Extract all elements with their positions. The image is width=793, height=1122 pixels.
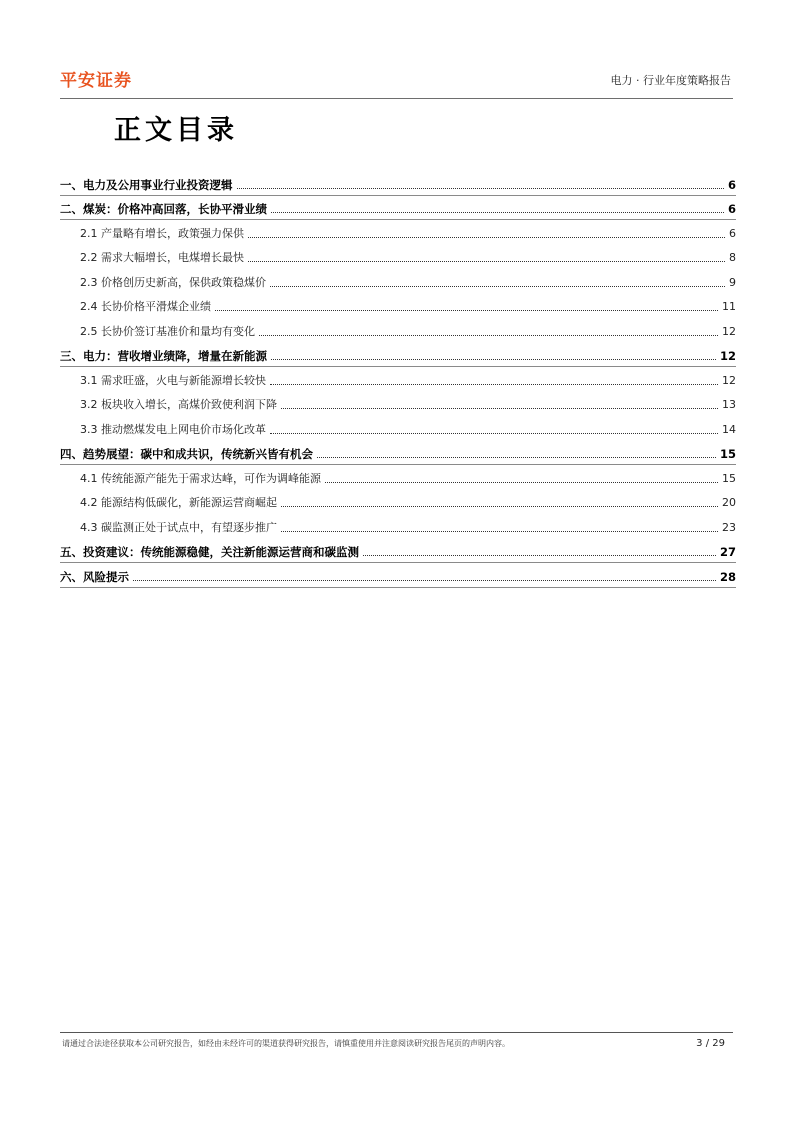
toc-entry-title: 四、趋势展望：碳中和成共识，传统新兴皆有机会 [60, 447, 313, 461]
dot-leader [270, 432, 718, 434]
toc-entry-page: 28 [719, 569, 736, 584]
dot-leader [248, 236, 725, 238]
toc-section-entry[interactable] [60, 461, 736, 486]
toc-entry-page: 6 [727, 177, 736, 192]
toc-chapter-entry[interactable] [60, 559, 736, 584]
dot-leader [271, 358, 716, 360]
dot-leader [281, 407, 718, 409]
toc-entry-page: 13 [722, 398, 736, 411]
dot-leader [270, 383, 718, 385]
toc-section-entry[interactable] [60, 216, 736, 241]
toc-chapter-entry[interactable] [60, 437, 736, 462]
toc-entry-page: 23 [722, 520, 736, 534]
toc-entry-title: 2.2 需求大幅增长，电煤增长最快 [80, 251, 244, 264]
dot-leader [248, 260, 725, 262]
page-header [60, 64, 733, 99]
toc-section-entry[interactable] [60, 388, 736, 413]
toc-entry-page: 9 [729, 275, 736, 289]
toc-entry-title: 3.2 板块收入增长，高煤价致使利润下降 [80, 398, 277, 411]
toc-entry-title: 4.2 能源结构低碳化，新能源运营商崛起 [80, 496, 277, 509]
toc-entry-page: 12 [722, 324, 736, 338]
dot-leader [270, 285, 725, 287]
dot-leader [281, 505, 718, 507]
toc-entry-title: 2.4 长协价格平滑煤企业绩 [80, 300, 211, 313]
footer-disclaimer: 请通过合法途径获取本公司研究报告，如经由未经许可的渠道获得研究报告，请慎重使用并注意阅读研究报告尾页的声明内容。 [62, 1039, 510, 1048]
toc-entry-page: 15 [722, 471, 736, 485]
dot-leader [271, 211, 724, 213]
toc-entry-page: 15 [719, 447, 736, 461]
page-title: 正文目录 [114, 115, 238, 146]
toc-entry-title: 一、电力及公用事业行业投资逻辑 [60, 177, 233, 192]
dot-leader [259, 334, 718, 336]
toc-chapter-entry[interactable] [60, 339, 736, 364]
toc-chapter-entry[interactable] [60, 535, 736, 560]
toc-section-entry[interactable] [60, 265, 736, 290]
toc-entry-title: 五、投资建议：传统能源稳健，关注新能源运营商和碳监测 [60, 545, 359, 559]
toc-section-entry[interactable] [60, 241, 736, 266]
toc-entry-title: 3.3 推动燃煤发电上网电价市场化改革 [80, 422, 266, 436]
dot-leader [317, 456, 716, 458]
dot-leader [133, 579, 716, 581]
toc-section-entry[interactable] [60, 412, 736, 437]
toc-entry-page: 6 [727, 202, 736, 216]
toc-section-entry[interactable] [60, 290, 736, 315]
toc-entry-title: 六、风险提示 [60, 569, 129, 584]
dot-leader [325, 481, 718, 483]
table-of-contents [60, 167, 736, 584]
dot-leader [237, 187, 724, 189]
toc-entry-page: 6 [729, 226, 736, 240]
toc-entry-page: 27 [719, 545, 736, 559]
dot-leader [215, 309, 718, 311]
toc-entry-page: 14 [722, 422, 736, 436]
toc-entry-page: 8 [729, 251, 736, 264]
toc-section-entry[interactable] [60, 486, 736, 511]
toc-entry-page: 11 [722, 300, 736, 313]
toc-entry-page: 12 [722, 373, 736, 387]
toc-chapter-entry[interactable] [60, 192, 736, 217]
toc-entry-title: 4.3 碳监测正处于试点中，有望逐步推广 [80, 520, 277, 534]
dot-leader [281, 530, 718, 532]
toc-entry-title: 三、电力：营收增业绩降，增量在新能源 [60, 349, 267, 363]
company-logo: 平安证券 [60, 71, 132, 91]
toc-entry-title: 2.5 长协价签订基准价和量均有变化 [80, 324, 255, 338]
toc-chapter-entry[interactable] [60, 167, 736, 192]
page-number: 3 / 29 [696, 1038, 725, 1049]
toc-entry-page: 20 [722, 496, 736, 509]
toc-entry-page: 12 [719, 349, 736, 363]
toc-section-entry[interactable] [60, 314, 736, 339]
toc-entry-title: 2.3 价格创历史新高，保供政策稳煤价 [80, 275, 266, 289]
toc-entry-title: 二、煤炭：价格冲高回落，长协平滑业绩 [60, 202, 267, 216]
report-type-label: 电力 · 行业年度策略报告 [610, 74, 731, 87]
dot-leader [363, 554, 716, 556]
toc-entry-title: 4.1 传统能源产能先于需求达峰，可作为调峰能源 [80, 471, 321, 485]
toc-entry-title: 2.1 产量略有增长，政策强力保供 [80, 226, 244, 240]
toc-entry-title: 3.1 需求旺盛，火电与新能源增长较快 [80, 373, 266, 387]
page-footer [60, 1032, 733, 1063]
toc-section-entry[interactable] [60, 510, 736, 535]
toc-section-entry[interactable] [60, 363, 736, 388]
